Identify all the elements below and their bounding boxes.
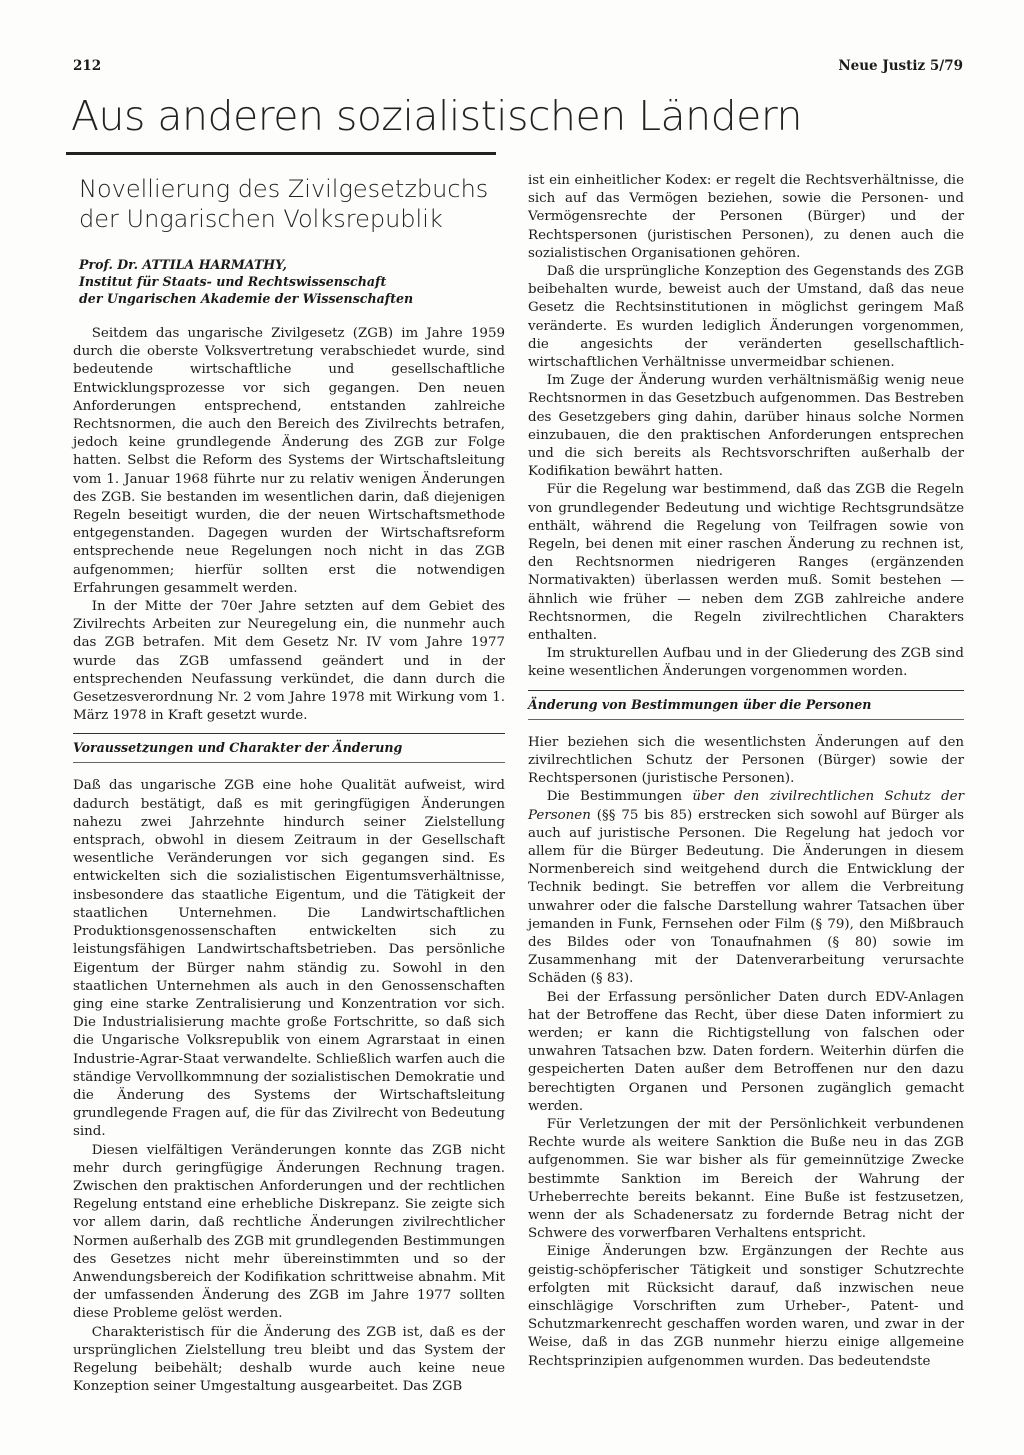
paragraph (528, 788, 964, 988)
subheading-underline (528, 719, 964, 720)
paragraph: Für Verletzungen der mit der Persönlichkeit verbundenen Rechte wurde als weitere Sanktion die Buße neu in das ZGB aufgenommen. Sie war bisher als für gemeinnützige Zwecke bestimmte Sanktion im Bereich der Wahrung der Urheberrechte bereits bekannt. Eine Buße ist festzusetzen, wenn der als Schadenersatz zu fordernde Betrag nicht der Schwere des vorwerfbaren Verhaltens entspricht. (528, 1116, 964, 1242)
paragraph: In der Mitte der 70er Jahre setzten auf dem Gebiet des Zivilrechts Arbeiten zur Neuregelung ein, die nunmehr auch das ZGB betrafen. Mit dem Gesetz Nr. IV vom Jahre 1977 wurde das ZGB umfassend geändert und in der entsprechenden Neufassung verkündet, die dann durch die Gesetzesverordnung Nr. 2 vom Jahre 1978 mit Wirkung vom 1. März 1978 in Kraft gesetzt wurde. (73, 599, 505, 724)
paragraph: Bei der Erfassung persönlicher Daten durch EDV-Anlagen hat der Betroffene das Recht, über diese Daten informiert zu werden; er kann die Richtigstellung von falschen oder unwahren Tatsachen bzw. Daten fordern. Weiterhin dürfen die gespeicherten Daten außer dem Betroffenen nur den dazu berechtigten Organen und Personen zugänglich gemacht werden. (528, 989, 964, 1114)
article-title-line2: der Ungarischen Volksrepublik (79, 205, 443, 233)
paragraph: Diesen vielfältigen Veränderungen konnte das ZGB nicht mehr durch geringfügige Änderungen Rechnung tragen. Zwischen den praktischen Anforderungen und der rechtlichen Regelung entstand eine erhebliche Diskrepanz. Sie zeigte sich vor allem darin, daß rechtliche Änderungen zivilrechtlicher Normen außerhalb des ZGB mit grundlegenden Bestimmungen des Gesetzes nicht mehr übereinstimmten und so der Anwendungsbereich der Kodifikation schrittweise abnahm. Mit der umfassenden Änderung des ZGB im Jahre 1977 sollten diese Probleme gelöst werden. (73, 1142, 505, 1322)
subheading: Änderung von Bestimmungen über die Personen (528, 696, 872, 712)
left-column (73, 174, 505, 1396)
paragraph: Daß die ursprüngliche Konzeption des Gegenstands des ZGB beibehalten wurde, beweist auch der Umstand, daß das neue Gesetz die Rechtsinstitutionen in möglichst geringem Maß veränderte. Es wurden lediglich Änderungen vorgenommen, die angesichts der veränderten gesellschaftlich-wirtschaftlichen Verhältnisse unvermeidbar schienen. (528, 264, 964, 371)
page-number: 212 (73, 58, 102, 74)
author-block (79, 256, 505, 307)
subheading-rule (528, 690, 964, 691)
paragraph: Daß das ungarische ZGB eine hohe Qualität aufweist, wird dadurch bestätigt, daß es mit geringfügigen Änderungen nahezu zwei Jahrzehnte hindurch seiner Zielstellung entsprach, obwohl in diesem Zeitraum in der Gesellschaft wesentliche Veränderungen vor sich gegangen sind. Es entwickelten sich die sozialistischen Eigentumsverhältnisse, insbesondere das staatliche Eigentum, und die Tätigkeit der staatlichen Unternehmen. Die Landwirtschaftlichen Produktionsgenossenschaften entwickelten sich zu leistungsfähigen Landwirtschaftsbetrieben. Das persönliche Eigentum der Bürger nahm ständig zu. Sowohl in den staatlichen Unternehmen als auch in den Genossenschaften ging eine starke Zentralisierung und Konzentration vor sich. Die Industrialisierung machte große Fortschritte, so daß sich die Ungarische Volksrepublik von einem Agrarstaat in einen Industrie-Agrar-Staat verwandelte. Schließlich warfen auch die ständige Vervollkommnung der sozialistischen Demokratie und die Änderung des Systems der Wirtschaftsleitung grundlegende Fragen auf, die für das Zivilrecht von Bedeutung sind. (73, 778, 505, 1140)
paragraph: Seitdem das ungarische Zivilgesetz (ZGB) im Jahre 1959 durch die oberste Volksvertretung verabschiedet wurde, sind bedeutende wirtschaftliche und gesellschaftliche Entwicklungsprozesse vor sich gegangen. Den neuen Anforderungen entsprechend, entstanden zahlreiche Rechtsnormen, die auch den Bereich des Zivilrechts betrafen, jedoch keine grundlegende Änderung des ZGB zur Folge hatten. Selbst die Reform des Systems der Wirtschaftsleitung vom 1. Januar 1968 führte nur zu relativ wenigen Änderungen des ZGB. Sie bestanden im wesentlichen darin, daß diejenigen Regeln beseitigt wurden, die der neuen Wirtschaftsmethode entgegenstanden. Dagegen wurden der Wirtschaftsreform entsprechende neue Regelungen noch nicht in das ZGB aufgenommen; hierfür sollten erst die notwendigen Erfahrungen gesammelt werden. (73, 326, 505, 596)
paragraph: Einige Änderungen bzw. Ergänzungen der Rechte aus geistig-schöpferischer Tätigkeit und sonstiger Schutzrechte erfolgten mit Rücksicht darauf, daß inzwischen neue einschlägige Vorschriften zum Urheber-, Patent- und Schutzmarkenrecht geschaffen worden waren, und zwar in der Weise, daß in das ZGB nunmehr hierzu einige allgemeine Rechtsprinzipien aufgenommen wurden. Das bedeutendste (528, 1244, 964, 1369)
right-column (528, 172, 964, 1371)
paragraph: ist ein einheitlicher Kodex: er regelt die Rechtsverhältnisse, die sich auf das Vermögen beziehen, sowie die Personen- und Vermögensrechte der Personen (Bürger) und der Rechtspersonen (juristischen Personen), zu denen auch die sozialistischen Organisationen gehören. (528, 173, 964, 261)
section-divider (66, 152, 496, 155)
paragraph: Hier beziehen sich die wesentlichsten Änderungen auf den zivilrechtlichen Schutz der Personen (Bürger) sowie der Rechtspersonen (juristische Personen). (528, 734, 964, 787)
article-title (73, 174, 505, 234)
section-title: Aus anderen sozialistischen Ländern (71, 92, 803, 140)
emphasis-text: über den zivilrechtlichen Schutz der Personen (528, 789, 964, 823)
subheading: Voraussetzungen und Charakter der Änderung (73, 740, 403, 756)
text-run: (§§ 75 bis 85) erstrecken sich sowohl auf Bürger als auch auf juristische Personen. Die Regelung hat jedoch vor allem für die Bürger Bedeutung. Die Änderungen in diesem Normenbereich sind weitgehend durch die Entwicklung der Technik bedingt. Sie betreffen vor allem die Verbreitung unwahrer oder die falsche Darstellung wahrer Tatsachen über jemanden in Funk, Fernsehen oder Film (§ 79), den Mißbrauch des Bildes oder von Tonaufnahmen (§ 80) sowie im Zusammenhang mit der Datenverarbeitung verursachte Schäden (§ 83). (528, 807, 964, 987)
subheading-underline (73, 762, 505, 763)
text-run: Die Bestimmungen (546, 789, 693, 805)
subheading-rule (73, 733, 505, 734)
author-name: Prof. Dr. ATTILA HARMATHY, (79, 257, 287, 272)
author-affiliation-2: der Ungarischen Akademie der Wissenschaften (79, 291, 414, 306)
paragraph: Charakteristisch für die Änderung des ZGB ist, daß es der ursprünglichen Zielstellung treu bleibt und das System der Regelung beibehält; deshalb wurde auch keine neue Konzeption seiner Umgestaltung ausgearbeitet. Das ZGB (73, 1324, 505, 1395)
paragraph: Im strukturellen Aufbau und in der Gliederung des ZGB sind keine wesentlichen Änderungen vorgenommen worden. (528, 646, 964, 680)
paragraph: Für die Regelung war bestimmend, daß das ZGB die Regeln von grundlegender Bedeutung und wichtige Rechtsgrundsätze enthält, während die Regelung von Teilfragen sowie von Regeln, bei denen mit einer raschen Änderung zu rechnen ist, den Rechtsnormen niedrigeren Ranges (ergänzenden Normativakten) überlassen werden muß. Somit bestehen — ähnlich wie früher — neben dem ZGB zahlreiche andere Rechtsnormen, die Regeln zivilrechtlichen Charakters enthalten. (528, 482, 964, 644)
author-affiliation-1: Institut für Staats- und Rechtswissenschaft (79, 274, 387, 289)
journal-reference: Neue Justiz 5/79 (838, 58, 963, 74)
article-title-line1: Novellierung des Zivilgesetzbuchs (79, 175, 489, 203)
paragraph: Im Zuge der Änderung wurden verhältnismäßig wenig neue Rechtsnormen in das Gesetzbuch aufgenommen. Das Bestreben des Gesetzgebers ging dahin, darüber hinaus solche Normen einzubauen, die den praktischen Anforderungen entsprechen und die sich bereits als Rechtsvorschriften außerhalb der Kodifikation bewährt hatten. (528, 373, 964, 480)
page-header (73, 58, 963, 80)
